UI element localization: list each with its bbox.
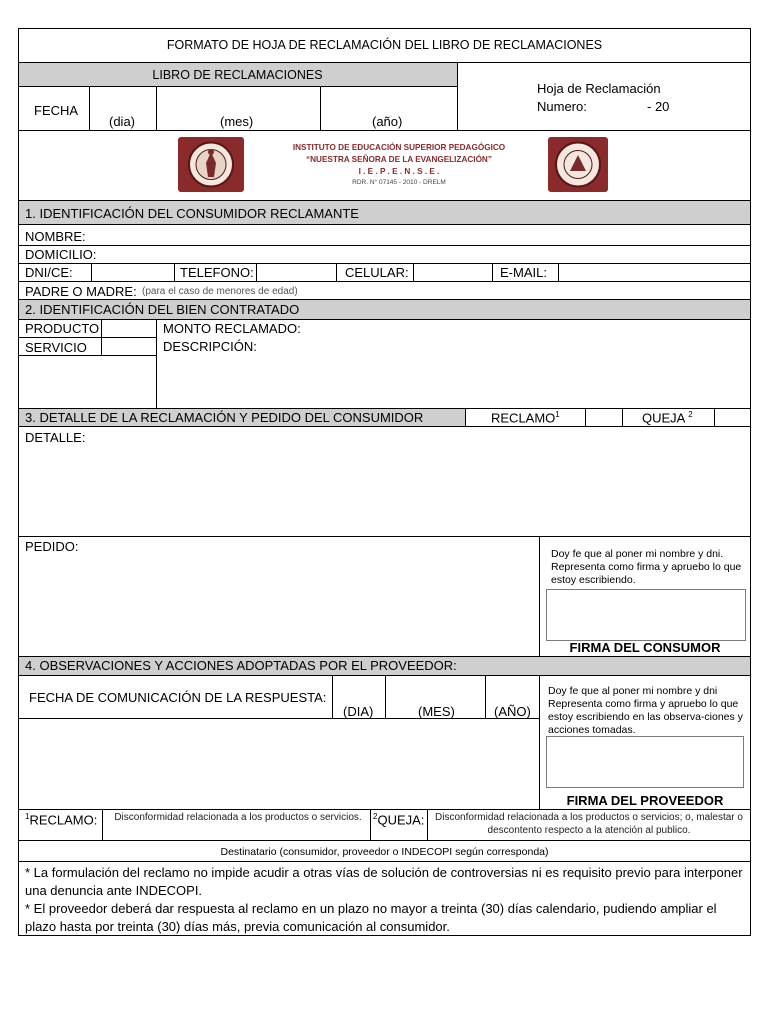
divider xyxy=(465,408,466,426)
libro-label: LIBRO DE RECLAMACIONES xyxy=(152,68,323,82)
provider-signature-box[interactable] xyxy=(546,736,744,788)
section1-title: 1. IDENTIFICACIÓN DEL CONSUMIDOR RECLAMANTE xyxy=(25,206,359,221)
divider xyxy=(156,86,157,130)
reclamo-checkbox-label: RECLAMO$^1$ xyxy=(491,410,560,426)
reclamation-form xyxy=(18,28,751,936)
divider xyxy=(18,86,457,87)
firma-consumidor-label: FIRMA DEL CONSUMOR xyxy=(569,640,721,655)
divider xyxy=(256,263,257,281)
institution-name-line1: INSTITUTO DE EDUCACIÓN SUPERIOR PEDAGÓGICO xyxy=(292,143,506,152)
domicilio-label: DOMICILIO: xyxy=(25,247,97,262)
divider xyxy=(413,263,414,281)
divider xyxy=(18,355,156,356)
divider xyxy=(332,675,333,718)
divider xyxy=(18,840,751,841)
divider xyxy=(18,337,156,338)
nombre-label: NOMBRE: xyxy=(25,229,86,244)
padre-note: (para el caso de menores de edad) xyxy=(142,286,298,297)
divider xyxy=(102,809,103,840)
section3-title: 3. DETALLE DE LA RECLAMACIÓN Y PEDIDO DEL CONSUMIDOR xyxy=(25,410,424,425)
pedido-label: PEDIDO: xyxy=(25,539,79,554)
fecha-label: FECHA xyxy=(34,103,79,118)
dia-respuesta-label: (DIA) xyxy=(343,704,374,719)
firma-proveedor-label: FIRMA DEL PROVEEDOR xyxy=(566,793,724,808)
divider xyxy=(89,86,90,130)
mes-respuesta-label: (MES) xyxy=(418,704,455,719)
padre-label: PADRE O MADRE: xyxy=(25,284,137,299)
institution-logo-right xyxy=(548,137,608,192)
fecha-comunicacion-label: FECHA DE COMUNICACIÓN DE LA RESPUESTA: xyxy=(29,690,327,705)
divider xyxy=(18,861,751,862)
form-title: FORMATO DE HOJA DE RECLAMACIÓN DEL LIBRO DE RECLAMACIONES xyxy=(166,38,603,52)
numero-suffix: - 20 xyxy=(647,99,670,114)
divider xyxy=(539,675,540,809)
institution-logo-left xyxy=(178,137,244,192)
divider xyxy=(492,263,493,281)
divider xyxy=(370,809,371,840)
monto-label: MONTO RECLAMADO: xyxy=(163,321,301,336)
descripcion-label: DESCRIPCIÓN: xyxy=(163,339,257,354)
queja-checkbox[interactable] xyxy=(715,409,750,426)
telefono-label: TELEFONO: xyxy=(180,265,254,280)
divider xyxy=(622,408,623,426)
divider xyxy=(18,536,751,537)
section4-title: 4. OBSERVACIONES Y ACCIONES ADOPTADAS POR EL PROVEEDOR: xyxy=(25,658,457,673)
reclamo-footnote-label: $^1$RECLAMO: xyxy=(25,812,98,828)
queja-footnote-label: $^2$QUEJA: xyxy=(373,812,425,828)
anio-label: (año) xyxy=(372,114,403,129)
legal-note-2: * El proveedor deberá dar respuesta al reclamo en un plazo no mayor a treinta (30) días calendario, pudiendo ampliar el plazo hasta por treinta (30) días más, previa comunicación al consumidor. xyxy=(25,901,717,934)
divider xyxy=(18,245,751,246)
producto-label: PRODUCTO xyxy=(25,321,100,336)
reclamo-definition: Disconformidad relacionada a los productos o servicios. xyxy=(114,812,362,823)
consumer-signature-box[interactable] xyxy=(546,589,746,641)
anio-respuesta-label: (AÑO) xyxy=(494,704,531,719)
divider xyxy=(156,319,157,408)
observaciones-field[interactable] xyxy=(19,719,538,808)
divider xyxy=(558,263,559,281)
divider xyxy=(18,263,751,264)
destinatario-text: Destinatario (consumidor, proveedor o INDECOPI según corresponda) xyxy=(220,846,549,858)
dia-label: (dia) xyxy=(109,114,136,129)
consumer-declaration: Doy fe que al poner mi nombre y dni. Representa como firma y apruebo lo que estoy escribiendo. xyxy=(551,548,742,587)
detalle-field[interactable] xyxy=(19,444,749,534)
divider xyxy=(91,263,92,281)
email-label: E-MAIL: xyxy=(500,265,547,280)
divider xyxy=(385,675,386,718)
divider xyxy=(18,281,751,282)
legal-note-1: * La formulación del reclamo no impide acudir a otras vías de solución de controversias ni es requisito previo para interponer una denuncia ante INDECOPI. xyxy=(25,865,743,898)
provider-declaration: Doy fe que al poner mi nombre y dni Representa como firma y apruebo lo que estoy escribiendo en las observa-ciones y acciones tomadas. xyxy=(548,685,743,737)
section2-title: 2. IDENTIFICACIÓN DEL BIEN CONTRATADO xyxy=(25,302,300,317)
detalle-label: DETALLE: xyxy=(25,430,86,445)
reclamo-checkbox[interactable] xyxy=(586,409,622,426)
hoja-label: Hoja de Reclamación xyxy=(537,81,661,96)
divider xyxy=(174,263,175,281)
institution-rdr: RDR. N° 07145 - 2010 - DRELM xyxy=(352,179,446,186)
divider xyxy=(320,86,321,130)
queja-checkbox-label: QUEJA $^2$ xyxy=(642,410,693,426)
divider xyxy=(18,130,751,131)
mes-label: (mes) xyxy=(220,114,254,129)
institution-name-line2: “NUESTRA SEÑORA DE LA EVANGELIZACIÓN” xyxy=(306,155,492,164)
pedido-field[interactable] xyxy=(19,554,538,655)
divider xyxy=(18,319,751,320)
divider xyxy=(336,263,337,281)
divider xyxy=(18,426,751,427)
queja-definition: Disconformidad relacionada a los productos o servicios; o, malestar o descontento respecto a la atención al publico. xyxy=(435,812,743,836)
servicio-label: SERVICIO xyxy=(25,340,87,355)
divider xyxy=(539,536,540,656)
dni-label: DNI/CE: xyxy=(25,265,73,280)
institution-acronym: I . E . P . E . N . S . E . xyxy=(358,167,440,176)
divider xyxy=(18,224,751,225)
divider xyxy=(18,809,751,810)
divider xyxy=(457,62,458,130)
divider xyxy=(485,675,486,718)
numero-label: Numero: xyxy=(537,99,587,114)
celular-label: CELULAR: xyxy=(345,265,409,280)
divider xyxy=(427,809,428,840)
